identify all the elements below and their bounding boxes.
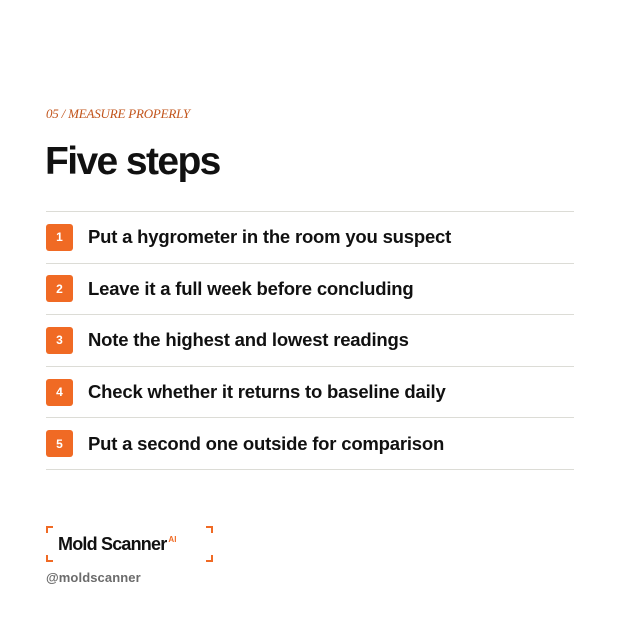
logo-corner-bracket xyxy=(46,526,53,533)
step-number-badge: 1 xyxy=(46,224,73,251)
page-title: Five steps xyxy=(45,140,220,183)
brand-logo xyxy=(46,526,213,562)
step-number-badge: 4 xyxy=(46,379,73,406)
list-item xyxy=(46,212,574,264)
list-item xyxy=(46,418,574,470)
logo-corner-bracket xyxy=(206,555,213,562)
logo-corner-bracket xyxy=(46,555,53,562)
list-item xyxy=(46,315,574,367)
brand-name: Mold Scanner xyxy=(58,534,167,554)
brand-badge: AI xyxy=(168,535,177,544)
steps-list xyxy=(46,211,574,470)
step-text: Put a hygrometer in the room you suspect xyxy=(88,226,452,248)
logo-corner-bracket xyxy=(206,526,213,533)
brand-wordmark xyxy=(58,534,176,555)
step-text: Check whether it returns to baseline daily xyxy=(88,381,446,403)
list-item xyxy=(46,367,574,419)
step-number-badge: 3 xyxy=(46,327,73,354)
step-text: Note the highest and lowest readings xyxy=(88,329,409,351)
step-text: Leave it a full week before concluding xyxy=(88,277,414,299)
section-kicker: 05 / MEASURE PROPERLY xyxy=(46,106,190,121)
step-text: Put a second one outside for comparison xyxy=(88,432,445,454)
step-number-badge: 2 xyxy=(46,275,73,302)
social-handle: @moldscanner xyxy=(46,570,141,585)
list-item xyxy=(46,264,574,316)
step-number-badge: 5 xyxy=(46,430,73,457)
